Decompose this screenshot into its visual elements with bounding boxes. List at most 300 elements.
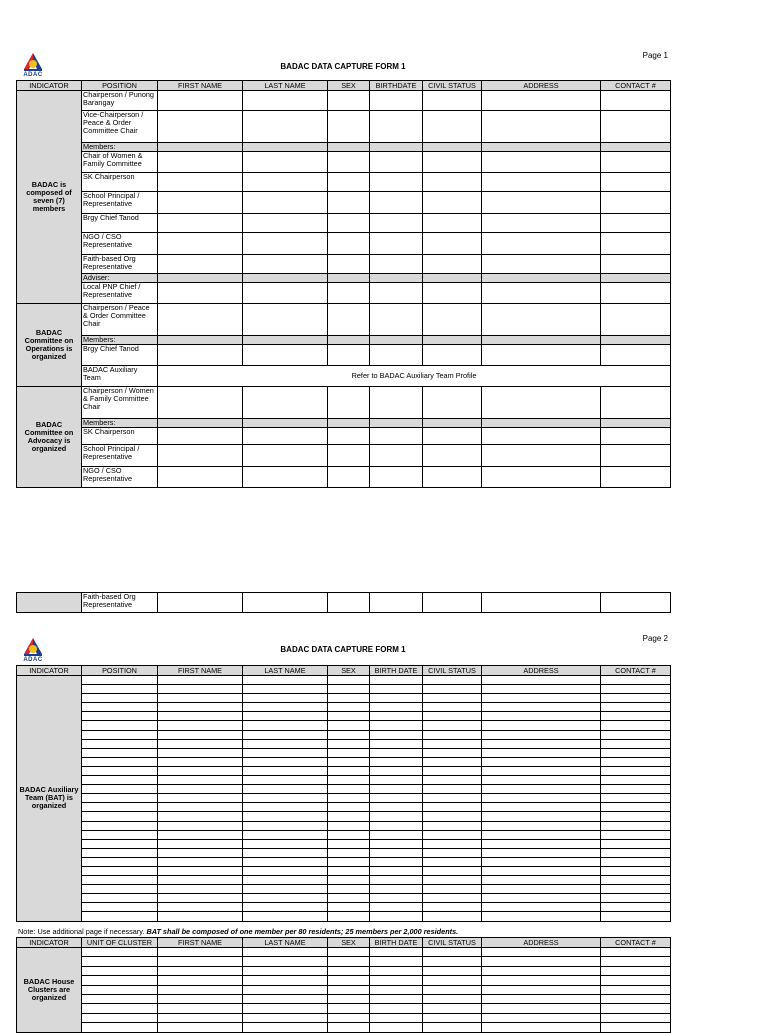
first-name-field[interactable] [158, 757, 243, 766]
civil-status-field[interactable] [423, 283, 482, 304]
first-name-field[interactable] [158, 912, 243, 921]
contact-field[interactable] [601, 776, 671, 785]
address-field[interactable] [482, 685, 601, 694]
birthdate-field[interactable] [370, 304, 423, 336]
civil-status-field[interactable] [423, 152, 482, 173]
birthdate-field[interactable] [370, 387, 423, 419]
birthdate-field[interactable] [370, 794, 423, 803]
sex-field[interactable] [328, 894, 370, 903]
contact-field[interactable] [601, 985, 671, 994]
contact-field[interactable] [601, 703, 671, 712]
position-field[interactable] [82, 894, 158, 903]
last-name-field[interactable] [243, 428, 328, 445]
contact-field[interactable] [601, 766, 671, 775]
last-name-field[interactable] [243, 152, 328, 173]
sex-field[interactable] [328, 748, 370, 757]
birthdate-field[interactable] [370, 283, 423, 304]
civil-status-field[interactable] [423, 885, 482, 894]
address-field[interactable] [482, 994, 601, 1003]
last-name-field[interactable] [243, 91, 328, 111]
address-field[interactable] [482, 304, 601, 336]
last-name-field[interactable] [243, 192, 328, 214]
last-name-field[interactable] [243, 694, 328, 703]
birthdate-field[interactable] [370, 821, 423, 830]
sex-field[interactable] [328, 966, 370, 975]
civil-status-field[interactable] [423, 173, 482, 192]
address-field[interactable] [482, 387, 601, 419]
address-field[interactable] [482, 593, 601, 613]
civil-status-field[interactable] [423, 839, 482, 848]
first-name-field[interactable] [158, 676, 243, 685]
address-field[interactable] [482, 214, 601, 233]
first-name-field[interactable] [158, 593, 243, 613]
contact-field[interactable] [601, 885, 671, 894]
first-name-field[interactable] [158, 985, 243, 994]
last-name-field[interactable] [243, 739, 328, 748]
contact-field[interactable] [601, 976, 671, 985]
address-field[interactable] [482, 748, 601, 757]
last-name-field[interactable] [243, 976, 328, 985]
last-name-field[interactable] [243, 894, 328, 903]
last-name-field[interactable] [243, 748, 328, 757]
birthdate-field[interactable] [370, 111, 423, 143]
address-field[interactable] [482, 948, 601, 957]
birthdate-field[interactable] [370, 985, 423, 994]
first-name-field[interactable] [158, 776, 243, 785]
position-field[interactable] [82, 966, 158, 975]
position-field[interactable] [82, 739, 158, 748]
first-name-field[interactable] [158, 428, 243, 445]
sex-field[interactable] [328, 839, 370, 848]
contact-field[interactable] [601, 739, 671, 748]
birthdate-field[interactable] [370, 839, 423, 848]
contact-field[interactable] [601, 957, 671, 966]
last-name-field[interactable] [243, 173, 328, 192]
address-field[interactable] [482, 876, 601, 885]
birthdate-field[interactable] [370, 766, 423, 775]
sex-field[interactable] [328, 994, 370, 1003]
last-name-field[interactable] [243, 721, 328, 730]
birthdate-field[interactable] [370, 694, 423, 703]
sex-field[interactable] [328, 255, 370, 274]
contact-field[interactable] [601, 866, 671, 875]
last-name-field[interactable] [243, 1013, 328, 1022]
sex-field[interactable] [328, 152, 370, 173]
sex-field[interactable] [328, 957, 370, 966]
address-field[interactable] [482, 803, 601, 812]
last-name-field[interactable] [243, 304, 328, 336]
contact-field[interactable] [601, 233, 671, 255]
contact-field[interactable] [601, 748, 671, 757]
address-field[interactable] [482, 694, 601, 703]
birthdate-field[interactable] [370, 152, 423, 173]
sex-field[interactable] [328, 1023, 370, 1032]
position-field[interactable] [82, 766, 158, 775]
sex-field[interactable] [328, 304, 370, 336]
sex-field[interactable] [328, 912, 370, 921]
address-field[interactable] [482, 739, 601, 748]
civil-status-field[interactable] [423, 866, 482, 875]
address-field[interactable] [482, 966, 601, 975]
first-name-field[interactable] [158, 152, 243, 173]
sex-field[interactable] [328, 876, 370, 885]
sex-field[interactable] [328, 848, 370, 857]
contact-field[interactable] [601, 214, 671, 233]
sex-field[interactable] [328, 1004, 370, 1013]
address-field[interactable] [482, 428, 601, 445]
first-name-field[interactable] [158, 812, 243, 821]
civil-status-field[interactable] [423, 794, 482, 803]
civil-status-field[interactable] [423, 712, 482, 721]
sex-field[interactable] [328, 283, 370, 304]
contact-field[interactable] [601, 345, 671, 366]
birthdate-field[interactable] [370, 192, 423, 214]
address-field[interactable] [482, 785, 601, 794]
sex-field[interactable] [328, 803, 370, 812]
civil-status-field[interactable] [423, 985, 482, 994]
address-field[interactable] [482, 445, 601, 467]
sex-field[interactable] [328, 857, 370, 866]
first-name-field[interactable] [158, 894, 243, 903]
first-name-field[interactable] [158, 730, 243, 739]
position-field[interactable] [82, 776, 158, 785]
first-name-field[interactable] [158, 721, 243, 730]
sex-field[interactable] [328, 1013, 370, 1022]
last-name-field[interactable] [243, 776, 328, 785]
contact-field[interactable] [601, 821, 671, 830]
first-name-field[interactable] [158, 111, 243, 143]
first-name-field[interactable] [158, 694, 243, 703]
first-name-field[interactable] [158, 712, 243, 721]
birthdate-field[interactable] [370, 91, 423, 111]
first-name-field[interactable] [158, 214, 243, 233]
address-field[interactable] [482, 467, 601, 488]
contact-field[interactable] [601, 894, 671, 903]
sex-field[interactable] [328, 821, 370, 830]
last-name-field[interactable] [243, 903, 328, 912]
birthdate-field[interactable] [370, 703, 423, 712]
sex-field[interactable] [328, 233, 370, 255]
position-field[interactable] [82, 839, 158, 848]
civil-status-field[interactable] [423, 1004, 482, 1013]
address-field[interactable] [482, 255, 601, 274]
sex-field[interactable] [328, 467, 370, 488]
sex-field[interactable] [328, 428, 370, 445]
sex-field[interactable] [328, 766, 370, 775]
last-name-field[interactable] [243, 876, 328, 885]
position-field[interactable] [82, 703, 158, 712]
birthdate-field[interactable] [370, 966, 423, 975]
first-name-field[interactable] [158, 304, 243, 336]
contact-field[interactable] [601, 428, 671, 445]
civil-status-field[interactable] [423, 994, 482, 1003]
position-field[interactable] [82, 1013, 158, 1022]
last-name-field[interactable] [243, 812, 328, 821]
sex-field[interactable] [328, 214, 370, 233]
address-field[interactable] [482, 91, 601, 111]
birthdate-field[interactable] [370, 1023, 423, 1032]
position-field[interactable] [82, 912, 158, 921]
first-name-field[interactable] [158, 91, 243, 111]
first-name-field[interactable] [158, 1023, 243, 1032]
first-name-field[interactable] [158, 994, 243, 1003]
contact-field[interactable] [601, 966, 671, 975]
last-name-field[interactable] [243, 848, 328, 857]
birthdate-field[interactable] [370, 233, 423, 255]
address-field[interactable] [482, 757, 601, 766]
first-name-field[interactable] [158, 794, 243, 803]
sex-field[interactable] [328, 703, 370, 712]
address-field[interactable] [482, 173, 601, 192]
position-field[interactable] [82, 694, 158, 703]
first-name-field[interactable] [158, 839, 243, 848]
last-name-field[interactable] [243, 283, 328, 304]
contact-field[interactable] [601, 730, 671, 739]
first-name-field[interactable] [158, 803, 243, 812]
civil-status-field[interactable] [423, 739, 482, 748]
first-name-field[interactable] [158, 467, 243, 488]
contact-field[interactable] [601, 848, 671, 857]
last-name-field[interactable] [243, 593, 328, 613]
birthdate-field[interactable] [370, 730, 423, 739]
address-field[interactable] [482, 976, 601, 985]
civil-status-field[interactable] [423, 1013, 482, 1022]
address-field[interactable] [482, 712, 601, 721]
birthdate-field[interactable] [370, 428, 423, 445]
first-name-field[interactable] [158, 766, 243, 775]
contact-field[interactable] [601, 803, 671, 812]
position-field[interactable] [82, 721, 158, 730]
address-field[interactable] [482, 721, 601, 730]
civil-status-field[interactable] [423, 957, 482, 966]
address-field[interactable] [482, 885, 601, 894]
first-name-field[interactable] [158, 1004, 243, 1013]
civil-status-field[interactable] [423, 821, 482, 830]
last-name-field[interactable] [243, 821, 328, 830]
address-field[interactable] [482, 957, 601, 966]
civil-status-field[interactable] [423, 445, 482, 467]
contact-field[interactable] [601, 812, 671, 821]
last-name-field[interactable] [243, 885, 328, 894]
sex-field[interactable] [328, 192, 370, 214]
position-field[interactable] [82, 985, 158, 994]
last-name-field[interactable] [243, 766, 328, 775]
civil-status-field[interactable] [423, 192, 482, 214]
first-name-field[interactable] [158, 903, 243, 912]
position-field[interactable] [82, 812, 158, 821]
first-name-field[interactable] [158, 957, 243, 966]
civil-status-field[interactable] [423, 214, 482, 233]
address-field[interactable] [482, 812, 601, 821]
first-name-field[interactable] [158, 685, 243, 694]
contact-field[interactable] [601, 757, 671, 766]
address-field[interactable] [482, 676, 601, 685]
birthdate-field[interactable] [370, 712, 423, 721]
position-field[interactable] [82, 994, 158, 1003]
position-field[interactable] [82, 1023, 158, 1032]
address-field[interactable] [482, 830, 601, 839]
last-name-field[interactable] [243, 985, 328, 994]
position-field[interactable] [82, 821, 158, 830]
address-field[interactable] [482, 152, 601, 173]
address-field[interactable] [482, 192, 601, 214]
last-name-field[interactable] [243, 703, 328, 712]
civil-status-field[interactable] [423, 345, 482, 366]
civil-status-field[interactable] [423, 91, 482, 111]
contact-field[interactable] [601, 1023, 671, 1032]
address-field[interactable] [482, 894, 601, 903]
sex-field[interactable] [328, 757, 370, 766]
first-name-field[interactable] [158, 848, 243, 857]
contact-field[interactable] [601, 91, 671, 111]
position-field[interactable] [82, 948, 158, 957]
position-field[interactable] [82, 885, 158, 894]
position-field[interactable] [82, 1004, 158, 1013]
contact-field[interactable] [601, 839, 671, 848]
contact-field[interactable] [601, 794, 671, 803]
last-name-field[interactable] [243, 966, 328, 975]
first-name-field[interactable] [158, 233, 243, 255]
sex-field[interactable] [328, 830, 370, 839]
position-field[interactable] [82, 748, 158, 757]
civil-status-field[interactable] [423, 233, 482, 255]
birthdate-field[interactable] [370, 830, 423, 839]
civil-status-field[interactable] [423, 467, 482, 488]
birthdate-field[interactable] [370, 1004, 423, 1013]
address-field[interactable] [482, 1023, 601, 1032]
civil-status-field[interactable] [423, 857, 482, 866]
position-field[interactable] [82, 976, 158, 985]
birthdate-field[interactable] [370, 345, 423, 366]
first-name-field[interactable] [158, 739, 243, 748]
civil-status-field[interactable] [423, 111, 482, 143]
sex-field[interactable] [328, 794, 370, 803]
position-field[interactable] [82, 785, 158, 794]
birthdate-field[interactable] [370, 903, 423, 912]
birthdate-field[interactable] [370, 785, 423, 794]
sex-field[interactable] [328, 712, 370, 721]
birthdate-field[interactable] [370, 776, 423, 785]
civil-status-field[interactable] [423, 803, 482, 812]
position-field[interactable] [82, 866, 158, 875]
position-field[interactable] [82, 857, 158, 866]
first-name-field[interactable] [158, 1013, 243, 1022]
last-name-field[interactable] [243, 214, 328, 233]
address-field[interactable] [482, 794, 601, 803]
position-field[interactable] [82, 903, 158, 912]
first-name-field[interactable] [158, 857, 243, 866]
birthdate-field[interactable] [370, 748, 423, 757]
birthdate-field[interactable] [370, 812, 423, 821]
birthdate-field[interactable] [370, 593, 423, 613]
contact-field[interactable] [601, 593, 671, 613]
address-field[interactable] [482, 1004, 601, 1013]
sex-field[interactable] [328, 91, 370, 111]
address-field[interactable] [482, 776, 601, 785]
contact-field[interactable] [601, 694, 671, 703]
birthdate-field[interactable] [370, 848, 423, 857]
sex-field[interactable] [328, 866, 370, 875]
birthdate-field[interactable] [370, 866, 423, 875]
civil-status-field[interactable] [423, 976, 482, 985]
sex-field[interactable] [328, 721, 370, 730]
contact-field[interactable] [601, 948, 671, 957]
position-field[interactable] [82, 757, 158, 766]
position-field[interactable] [82, 676, 158, 685]
contact-field[interactable] [601, 994, 671, 1003]
civil-status-field[interactable] [423, 876, 482, 885]
first-name-field[interactable] [158, 283, 243, 304]
civil-status-field[interactable] [423, 785, 482, 794]
sex-field[interactable] [328, 885, 370, 894]
civil-status-field[interactable] [423, 694, 482, 703]
civil-status-field[interactable] [423, 721, 482, 730]
contact-field[interactable] [601, 304, 671, 336]
last-name-field[interactable] [243, 830, 328, 839]
address-field[interactable] [482, 912, 601, 921]
birthdate-field[interactable] [370, 467, 423, 488]
contact-field[interactable] [601, 830, 671, 839]
contact-field[interactable] [601, 283, 671, 304]
sex-field[interactable] [328, 685, 370, 694]
sex-field[interactable] [328, 173, 370, 192]
civil-status-field[interactable] [423, 676, 482, 685]
first-name-field[interactable] [158, 785, 243, 794]
birthdate-field[interactable] [370, 912, 423, 921]
last-name-field[interactable] [243, 1004, 328, 1013]
civil-status-field[interactable] [423, 894, 482, 903]
position-field[interactable] [82, 794, 158, 803]
contact-field[interactable] [601, 387, 671, 419]
sex-field[interactable] [328, 730, 370, 739]
birthdate-field[interactable] [370, 976, 423, 985]
sex-field[interactable] [328, 739, 370, 748]
civil-status-field[interactable] [423, 304, 482, 336]
address-field[interactable] [482, 766, 601, 775]
address-field[interactable] [482, 730, 601, 739]
last-name-field[interactable] [243, 712, 328, 721]
last-name-field[interactable] [243, 111, 328, 143]
sex-field[interactable] [328, 694, 370, 703]
position-field[interactable] [82, 803, 158, 812]
sex-field[interactable] [328, 345, 370, 366]
address-field[interactable] [482, 857, 601, 866]
birthdate-field[interactable] [370, 957, 423, 966]
sex-field[interactable] [328, 812, 370, 821]
contact-field[interactable] [601, 1013, 671, 1022]
first-name-field[interactable] [158, 866, 243, 875]
contact-field[interactable] [601, 467, 671, 488]
contact-field[interactable] [601, 785, 671, 794]
contact-field[interactable] [601, 912, 671, 921]
sex-field[interactable] [328, 948, 370, 957]
contact-field[interactable] [601, 721, 671, 730]
first-name-field[interactable] [158, 830, 243, 839]
position-field[interactable] [82, 830, 158, 839]
birthdate-field[interactable] [370, 757, 423, 766]
civil-status-field[interactable] [423, 948, 482, 957]
sex-field[interactable] [328, 445, 370, 467]
address-field[interactable] [482, 848, 601, 857]
sex-field[interactable] [328, 676, 370, 685]
birthdate-field[interactable] [370, 214, 423, 233]
address-field[interactable] [482, 283, 601, 304]
last-name-field[interactable] [243, 866, 328, 875]
civil-status-field[interactable] [423, 848, 482, 857]
civil-status-field[interactable] [423, 776, 482, 785]
birthdate-field[interactable] [370, 885, 423, 894]
last-name-field[interactable] [243, 255, 328, 274]
